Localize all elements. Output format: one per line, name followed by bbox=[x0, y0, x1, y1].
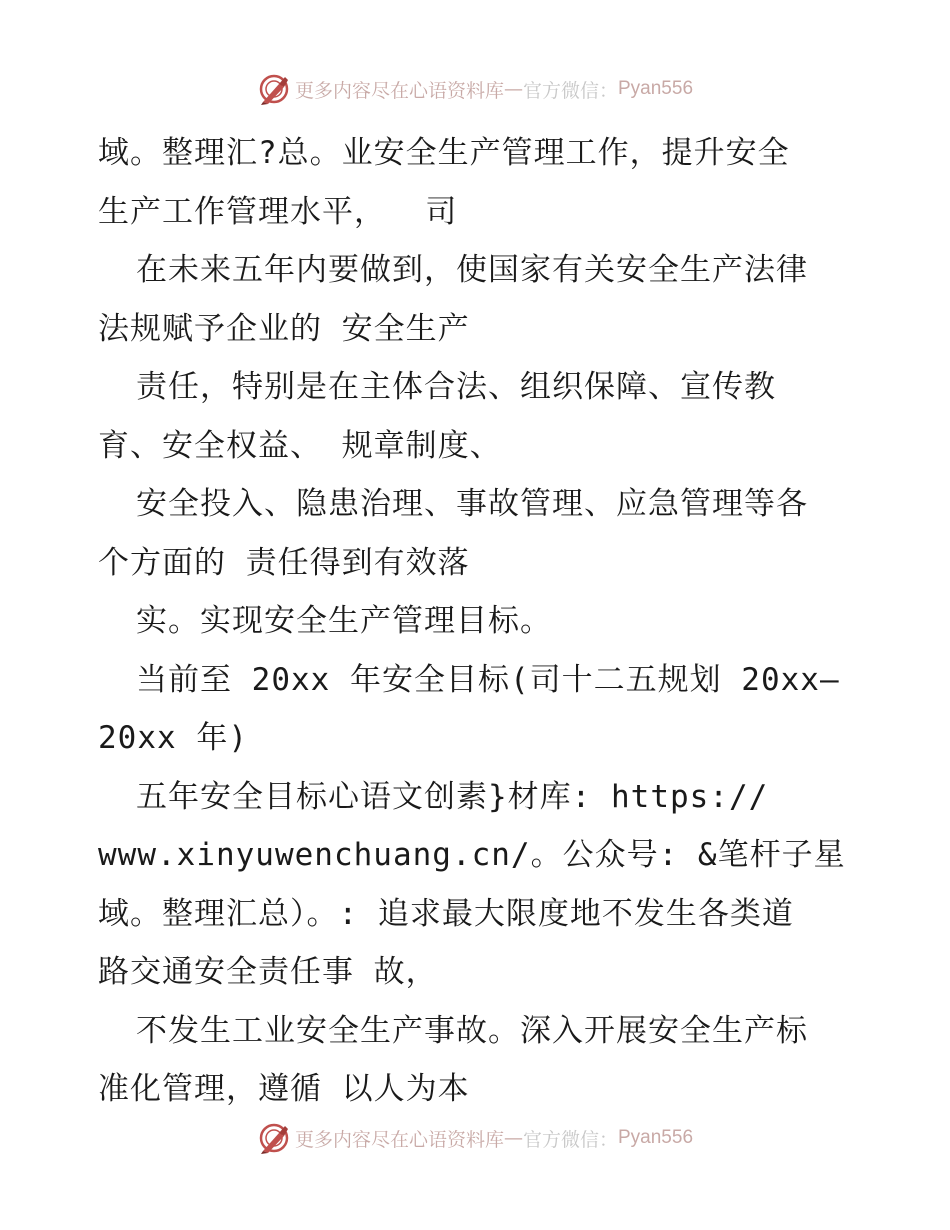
header-banner-id: Pyan556 bbox=[618, 78, 694, 99]
footer-banner-label: 官方微信： bbox=[522, 1128, 618, 1151]
body-line: 实。实现安全生产管理目标。 bbox=[136, 603, 552, 639]
pen-logo-icon bbox=[257, 72, 291, 106]
body-line: 当前至 20xx 年安全目标(司十二五规划 20xx— bbox=[136, 661, 840, 698]
header-banner bbox=[0, 71, 950, 107]
document-body bbox=[98, 124, 858, 1119]
body-line: 生产工作管理水平， 司 bbox=[98, 193, 458, 230]
header-banner-label: 官方微信： bbox=[522, 79, 618, 102]
footer-banner-separator: — bbox=[503, 1127, 523, 1149]
footer-banner-text: 更多内容尽在心语资料库 bbox=[294, 1128, 504, 1151]
body-line: 域。整理汇总）。: 追求最大限度地不发生各类道 bbox=[98, 895, 794, 932]
body-line: 20xx 年) bbox=[98, 720, 248, 756]
body-line: 不发生工业安全生产事故。深入开展安全生产标 bbox=[136, 1012, 808, 1049]
body-line: 安全投入、隐患治理、事故管理、应急管理等各 bbox=[136, 486, 808, 522]
body-line: 域。整理汇?总。业安全生产管理工作，提升安全 bbox=[98, 135, 790, 171]
body-line: www.xinyuwenchuang.cn/。公众号: &笔杆子星 bbox=[98, 837, 846, 873]
body-line: 法规赋予企业的 安全生产 bbox=[98, 310, 470, 347]
body-line: 责任，特别是在主体合法、组织保障、宣传教 bbox=[136, 369, 776, 405]
pen-logo-icon bbox=[257, 1121, 291, 1155]
header-banner-text: 更多内容尽在心语资料库 bbox=[294, 79, 504, 102]
body-line: 路交通安全责任事 故， bbox=[98, 954, 438, 990]
body-line: 育、安全权益、 规章制度、 bbox=[98, 427, 502, 464]
footer-banner bbox=[0, 1120, 950, 1156]
body-line: 五年安全目标心语文创素}材库: https:// bbox=[136, 778, 769, 815]
body-line: 在未来五年内要做到，使国家有关安全生产法律 bbox=[136, 252, 808, 288]
body-line: 个方面的 责任得到有效落 bbox=[98, 544, 470, 581]
header-banner-separator: — bbox=[503, 78, 523, 100]
footer-banner-id: Pyan556 bbox=[618, 1127, 694, 1148]
body-line: 准化管理，遵循 以人为本 bbox=[98, 1071, 470, 1107]
